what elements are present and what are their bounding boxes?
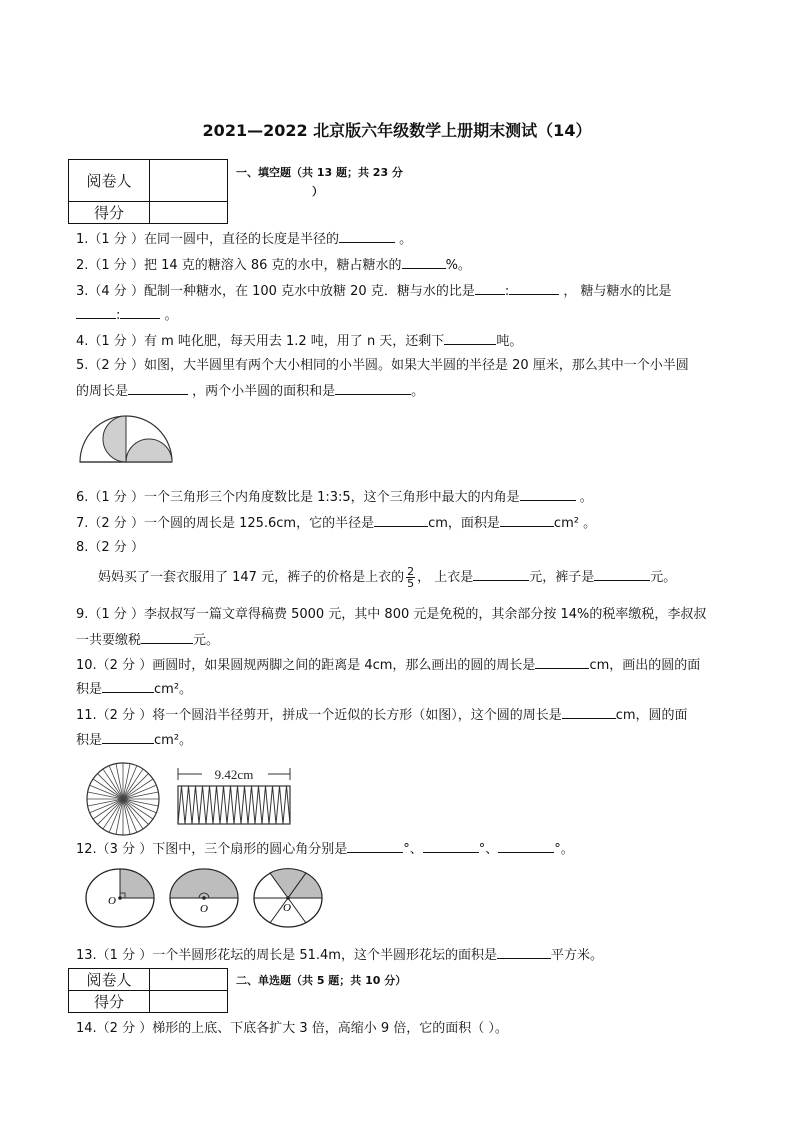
sector-figure-2 — [168, 866, 240, 930]
answer-blank[interactable] — [520, 488, 576, 501]
answer-blank[interactable] — [444, 332, 496, 345]
fraction: $\frac{2}{5}$ — [407, 565, 415, 590]
answer-blank[interactable] — [498, 840, 554, 853]
question-3-cont: : 。 — [76, 306, 178, 325]
question-1: 1.（1 分 ）在同一圆中，直径的长度是半径的 。 — [76, 232, 413, 247]
score-table-1 — [68, 159, 228, 224]
question-5-cont: 的周长是 ，两个小半圆的面积和是 。 — [76, 384, 425, 399]
answer-blank[interactable] — [562, 706, 616, 719]
center-o-label: O — [108, 895, 116, 907]
answer-blank[interactable] — [76, 306, 116, 319]
reviewer-cell[interactable] — [150, 160, 228, 202]
section-2-heading: 二、单选题（共 5 题；共 10 分） — [236, 974, 407, 987]
answer-blank[interactable] — [374, 514, 428, 527]
sector-figure-1 — [84, 866, 156, 930]
answer-blank[interactable] — [339, 230, 395, 243]
question-14: 14.（2 分 ）梯形的上底、下底各扩大 3 倍，高缩小 9 倍，它的面积（ ）。 — [76, 1021, 508, 1036]
answer-blank[interactable] — [102, 680, 154, 693]
answer-blank[interactable] — [128, 382, 188, 395]
rectangle-length-label: 9.42cm — [214, 767, 254, 782]
score-label: 得分 — [69, 991, 150, 1013]
answer-blank[interactable] — [500, 514, 554, 527]
question-11: 11.（2 分 ）将一个圆沿半径剪开，拼成一个近似的长方形（如图），这个圆的周长是 cm，圆的面 — [76, 708, 688, 723]
answer-blank[interactable] — [475, 282, 505, 295]
question-6: 6.（1 分 ）一个三角形三个内角度数比是 1:3:5，这个三角形中最大的内角是 。 — [76, 490, 593, 505]
answer-blank[interactable] — [423, 840, 479, 853]
reviewer-cell[interactable] — [150, 969, 228, 991]
score-table-2 — [68, 968, 228, 1013]
question-12: 12.（3 分 ）下图中，三个扇形的圆心角分别是 °、 °、 °。 — [76, 842, 574, 857]
answer-blank[interactable] — [473, 568, 529, 581]
section-1-heading: 一、填空题（共 13 题；共 23 分 — [236, 166, 403, 179]
sector-figure-3 — [252, 866, 324, 930]
question-5: 5.（2 分 ）如图，大半圆里有两个大小相同的小半圆。如果大半圆的半径是 20 厘米，那么其中一个小半圆 — [76, 358, 689, 373]
section-1-heading-end: ） — [312, 185, 323, 198]
question-9: 9.（1 分 ）李叔叔写一篇文章得稿费 5000 元，其中 800 元是免税的，其余部分按 14%的税率缴税，李叔叔 — [76, 607, 707, 622]
score-cell[interactable] — [150, 991, 228, 1013]
question-11-cont: 积是 cm²。 — [76, 733, 193, 748]
question-8-cont: 妈妈买了一套衣服用了 147 元，裤子的价格是上衣的 $\frac{2}{5}$ ， 上衣是 元，裤子是 元。 — [98, 565, 677, 590]
answer-blank[interactable] — [102, 731, 154, 744]
question-8: 8.（2 分 ） — [76, 540, 144, 555]
reviewer-label: 阅卷人 — [69, 160, 150, 202]
answer-blank[interactable] — [535, 656, 589, 669]
question-10: 10.（2 分 ）画圆时，如果圆规两脚之间的距离是 4cm，那么画出的圆的周长是 cm，画出的圆的面 — [76, 658, 701, 673]
answer-blank[interactable] — [335, 382, 411, 395]
answer-blank[interactable] — [497, 946, 551, 959]
question-13: 13.（1 分 ）一个半圆形花坛的周长是 51.4m，这个半圆形花坛的面积是 平方米。 — [76, 948, 603, 963]
center-o-label: O — [283, 902, 291, 914]
center-o-label: O — [200, 903, 208, 915]
answer-blank[interactable] — [402, 256, 446, 269]
reviewer-label: 阅卷人 — [69, 969, 150, 991]
answer-blank[interactable] — [141, 631, 193, 644]
semicircle-figure — [76, 412, 176, 466]
page-title: 2021—2022 北京版六年级数学上册期末测试（14） — [202, 121, 592, 140]
question-2: 2.（1 分 ）把 14 克的糖溶入 86 克的水中，糖占糖水的 %。 — [76, 258, 471, 273]
question-7: 7.（2 分 ）一个圆的周长是 125.6cm，它的半径是 cm，面积是 cm² 。 — [76, 516, 597, 531]
answer-blank[interactable] — [347, 840, 403, 853]
question-10-cont: 积是 cm²。 — [76, 682, 193, 697]
sector-circle-figure — [84, 760, 162, 838]
answer-blank[interactable] — [594, 568, 650, 581]
score-label: 得分 — [69, 202, 150, 224]
question-9-cont: 一共要缴税 元。 — [76, 633, 220, 648]
approx-rectangle-figure — [172, 762, 298, 828]
answer-blank[interactable] — [509, 282, 559, 295]
question-3: 3.（4 分 ）配制一种糖水，在 100 克水中放糖 20 克．糖与水的比是 : ， 糖与糖水的比是 — [76, 284, 672, 299]
score-cell[interactable] — [150, 202, 228, 224]
question-4: 4.（1 分 ）有 m 吨化肥，每天用去 1.2 吨，用了 n 天，还剩下 吨。 — [76, 334, 523, 349]
answer-blank[interactable] — [120, 306, 160, 319]
